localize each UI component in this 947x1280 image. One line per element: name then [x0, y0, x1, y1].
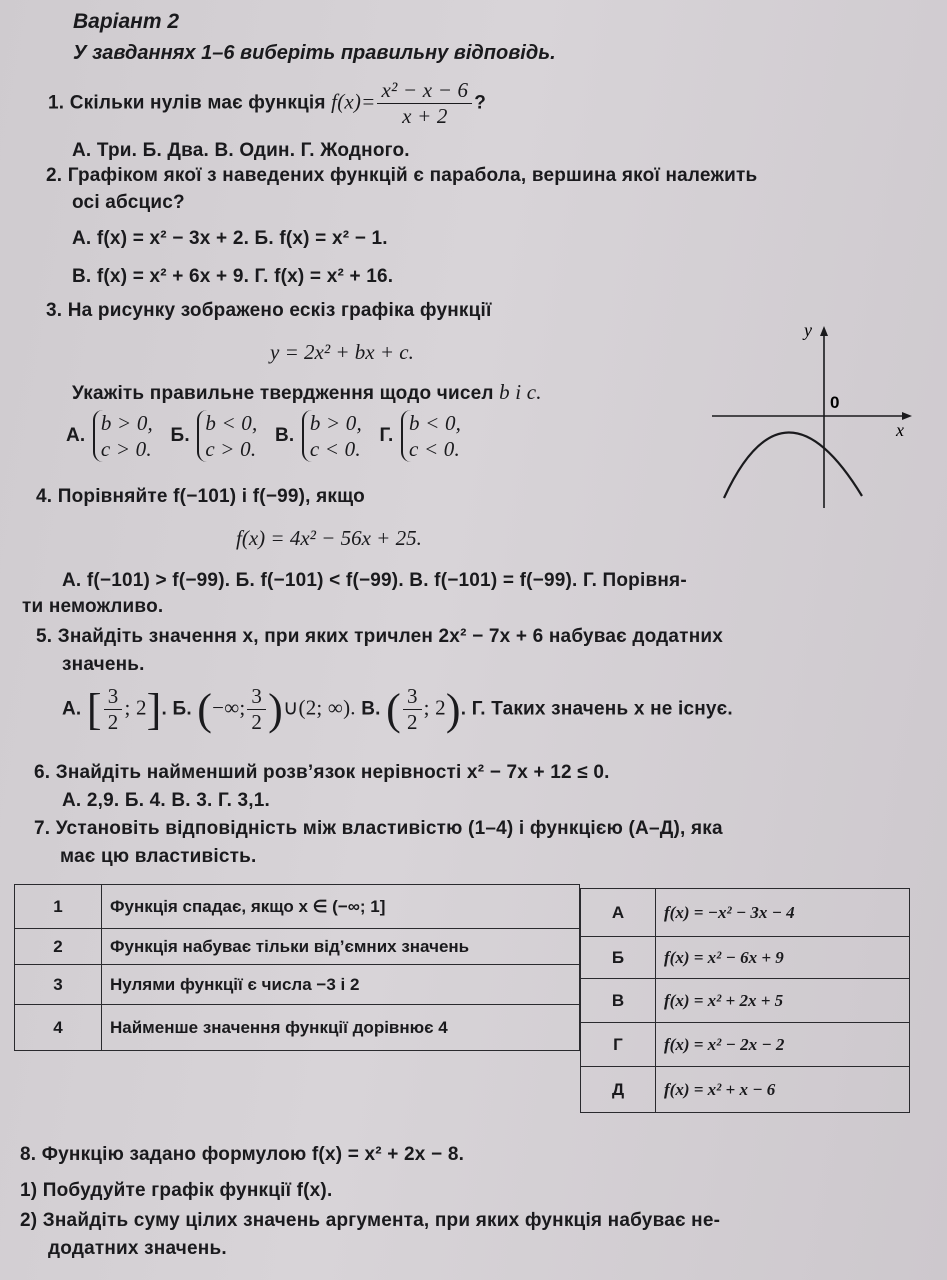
q8-item-1: 1) Побудуйте графік функції f(x).	[20, 1180, 333, 1201]
parabola-sketch	[712, 318, 922, 508]
functions-table	[580, 888, 910, 1113]
question-3: 3. На рисунку зображено ескіз графіка функції	[46, 300, 492, 321]
q3-formula: y = 2x² + bx + c.	[270, 340, 414, 364]
q8-item-2: 2) Знайдіть суму цілих значень аргумента, при яких функція набуває не-	[20, 1210, 721, 1231]
system-c: b > 0, c < 0.	[302, 410, 362, 462]
q2-answers-1: А. f(x) = x² − 3x + 2. Б. f(x) = x² − 1.	[72, 228, 388, 249]
fraction-3-2: $\frac{3}{2}$	[104, 684, 123, 735]
q4-answers-2: ти неможливо.	[22, 596, 164, 617]
q5-answers: А. [ $\frac{3}{2}$ ; 2]. Б. (−∞; $\frac{3}{2}$ )∪(2; ∞). В. ( $\frac{3}{2}$ ; 2). Г. Таких значень x не існує.	[62, 684, 733, 734]
table-row: 1 Функція спадає, якщо x ∈ (−∞; 1]	[15, 885, 580, 929]
table-row: 3 Нулями функції є числа −3 і 2	[15, 965, 580, 1005]
table-row: 4 Найменше значення функції дорівнює 4	[15, 1005, 580, 1051]
x-axis-arrow	[902, 412, 912, 420]
fraction-3-2: $\frac{3}{2}$	[247, 684, 266, 735]
q4-formula: f(x) = 4x² − 56x + 25.	[236, 526, 422, 550]
table-row: Д f(x) = x² + x − 6	[581, 1067, 910, 1113]
question-1: 1. Скільки нулів має функція f(x)= $\frac{\text{x² − x − 6}}{x + 2}$ ?	[48, 78, 487, 128]
question-2: 2. Графіком якої з наведених функцій є парабола, вершина якої належить	[46, 165, 758, 186]
system-a: b > 0, c > 0.	[93, 410, 153, 462]
system-b: b < 0, c > 0.	[197, 410, 257, 462]
instruction: У завданнях 1–6 виберіть правильну відповідь.	[73, 42, 556, 64]
table-row: Б f(x) = x² − 6x + 9	[581, 937, 910, 979]
question-6: 6. Знайдіть найменший розв’язок нерівності x² − 7x + 12 ≤ 0.	[34, 762, 610, 783]
question-4: 4. Порівняйте f(−101) і f(−99), якщо	[36, 486, 365, 507]
question-2-cont: осі абсцис?	[72, 192, 185, 213]
table-row: Г f(x) = x² − 2x − 2	[581, 1023, 910, 1067]
question-7: 7. Установіть відповідність між властивістю (1–4) і функцією (А–Д), яка	[34, 818, 723, 839]
parabola-curve	[724, 432, 862, 498]
variant-title: Варіант 2	[73, 10, 180, 33]
table-row: В f(x) = x² + 2x + 5	[581, 979, 910, 1023]
system-d: b < 0, c < 0.	[401, 410, 461, 462]
table-row: А f(x) = −x² − 3x − 4	[581, 889, 910, 937]
question-5-cont: значень.	[62, 654, 145, 675]
q2-answers-2: В. f(x) = x² + 6x + 9. Г. f(x) = x² + 16.	[72, 266, 394, 287]
properties-table	[14, 884, 580, 1051]
q3-answers: А. b > 0, c > 0. Б. b < 0, c > 0. В. b > 0, c < 0. Г. b < 0, c < 0.	[66, 411, 462, 461]
question-7-cont: має цю властивість.	[60, 846, 257, 867]
x-label: x	[896, 420, 904, 440]
question-5: 5. Знайдіть значення x, при яких тричлен 2x² − 7x + 6 набуває додатних	[36, 626, 724, 647]
q6-answers: А. 2,9. Б. 4. В. 3. Г. 3,1.	[62, 790, 271, 811]
fraction-3-2: $\frac{3}{2}$	[403, 684, 422, 735]
y-label: y	[804, 320, 812, 340]
fraction: $\frac{\text{x² − x − 6}}{x + 2}$	[377, 78, 472, 129]
q3-statement: Укажіть правильне твердження щодо чисел b і c.	[72, 380, 542, 404]
question-8: 8. Функцію задано формулою f(x) = x² + 2x − 8.	[20, 1144, 465, 1165]
q1-answers: А. Три. Б. Два. В. Один. Г. Жодного.	[72, 140, 410, 161]
q8-item-2-cont: додатних значень.	[48, 1238, 227, 1259]
y-axis-arrow	[820, 326, 828, 336]
table-row: 2 Функція набуває тільки від’ємних значень	[15, 929, 580, 965]
origin-label: 0	[830, 393, 840, 412]
q4-answers-1: А. f(−101) > f(−99). Б. f(−101) < f(−99). В. f(−101) = f(−99). Г. Порівня-	[62, 570, 687, 591]
